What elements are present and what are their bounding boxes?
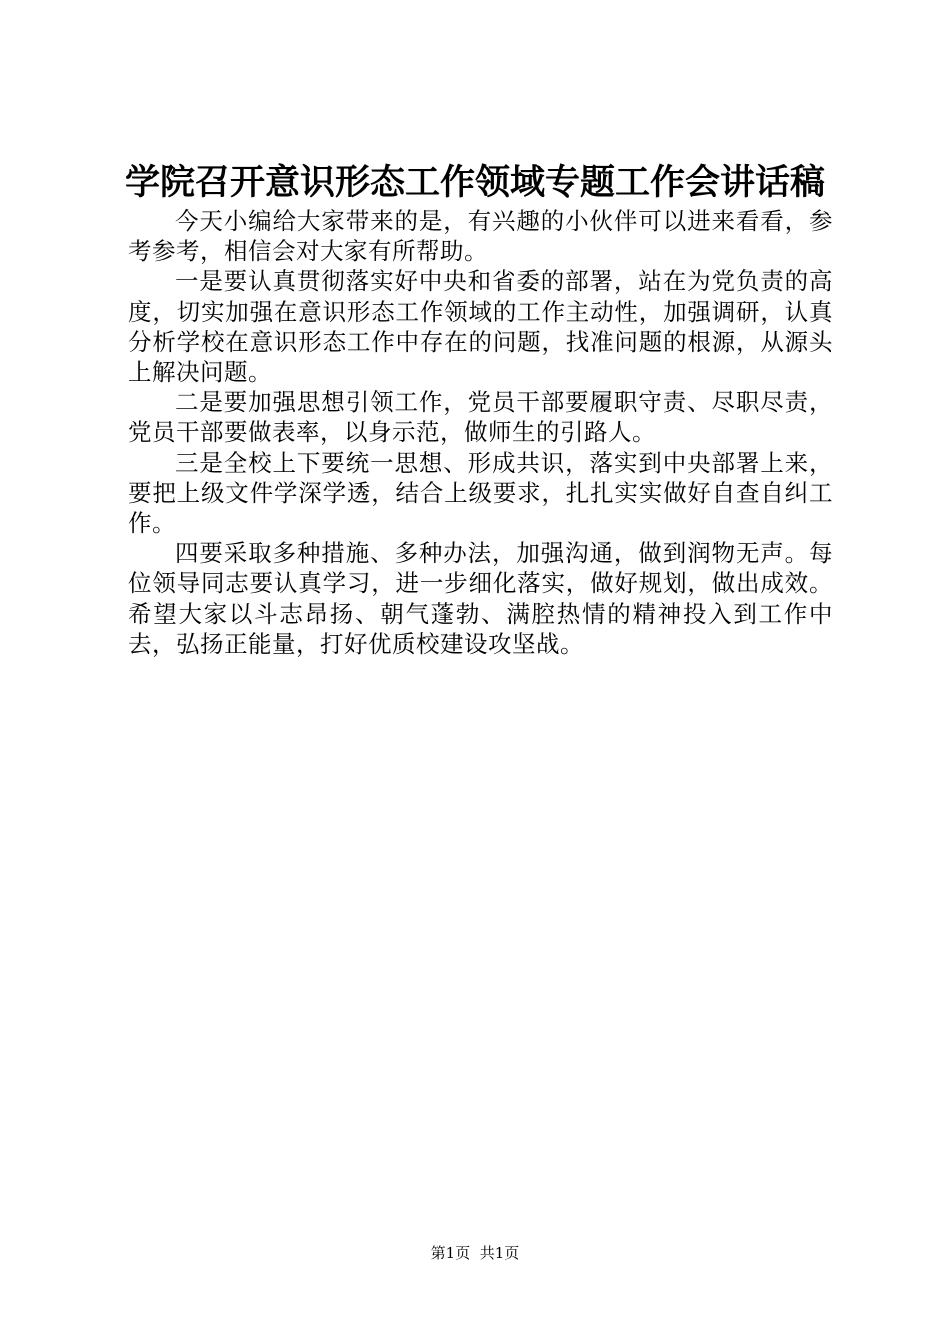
- page-total: 共1页: [479, 1244, 520, 1262]
- document-title: 学院召开意识形态工作领域专题工作会讲话稿: [124, 163, 825, 203]
- document-body: [128, 206, 833, 659]
- paragraph-point-1: 一是要认真贯彻落实好中央和省委的部署，站在为党负责的高度，切实加强在意识形态工作领域的工作主动性，加强调研，认真分析学校在意识形态工作中存在的问题，找准问题的根源，从源头上解决问题。: [128, 267, 833, 387]
- page-footer: [0, 1243, 950, 1263]
- paragraph-point-2: 二是要加强思想引领工作，党员干部要履职守责、尽职尽责，党员干部要做表率，以身示范，做师生的引路人。: [128, 388, 833, 447]
- paragraph-point-3: 三是全校上下要统一思想、形成共识，落实到中央部署上来，要把上级文件学深学透，结合上级要求，扎扎实实做好自查自纠工作。: [128, 448, 833, 538]
- paragraph-point-4: 四要采取多种措施、多种办法，加强沟通，做到润物无声。每位领导同志要认真学习，进一步细化落实，做好规划，做出成效。希望大家以斗志昂扬、朝气蓬勃、满腔热情的精神投入到工作中去，弘扬正能量，打好优质校建设攻坚战。: [128, 539, 833, 658]
- footer-spacer: [470, 1244, 480, 1262]
- paragraph-intro: 今天小编给大家带来的是，有兴趣的小伙伴可以进来看看，参考参考，相信会对大家有所帮助。: [128, 207, 833, 266]
- page-number: 第1页: [430, 1244, 471, 1262]
